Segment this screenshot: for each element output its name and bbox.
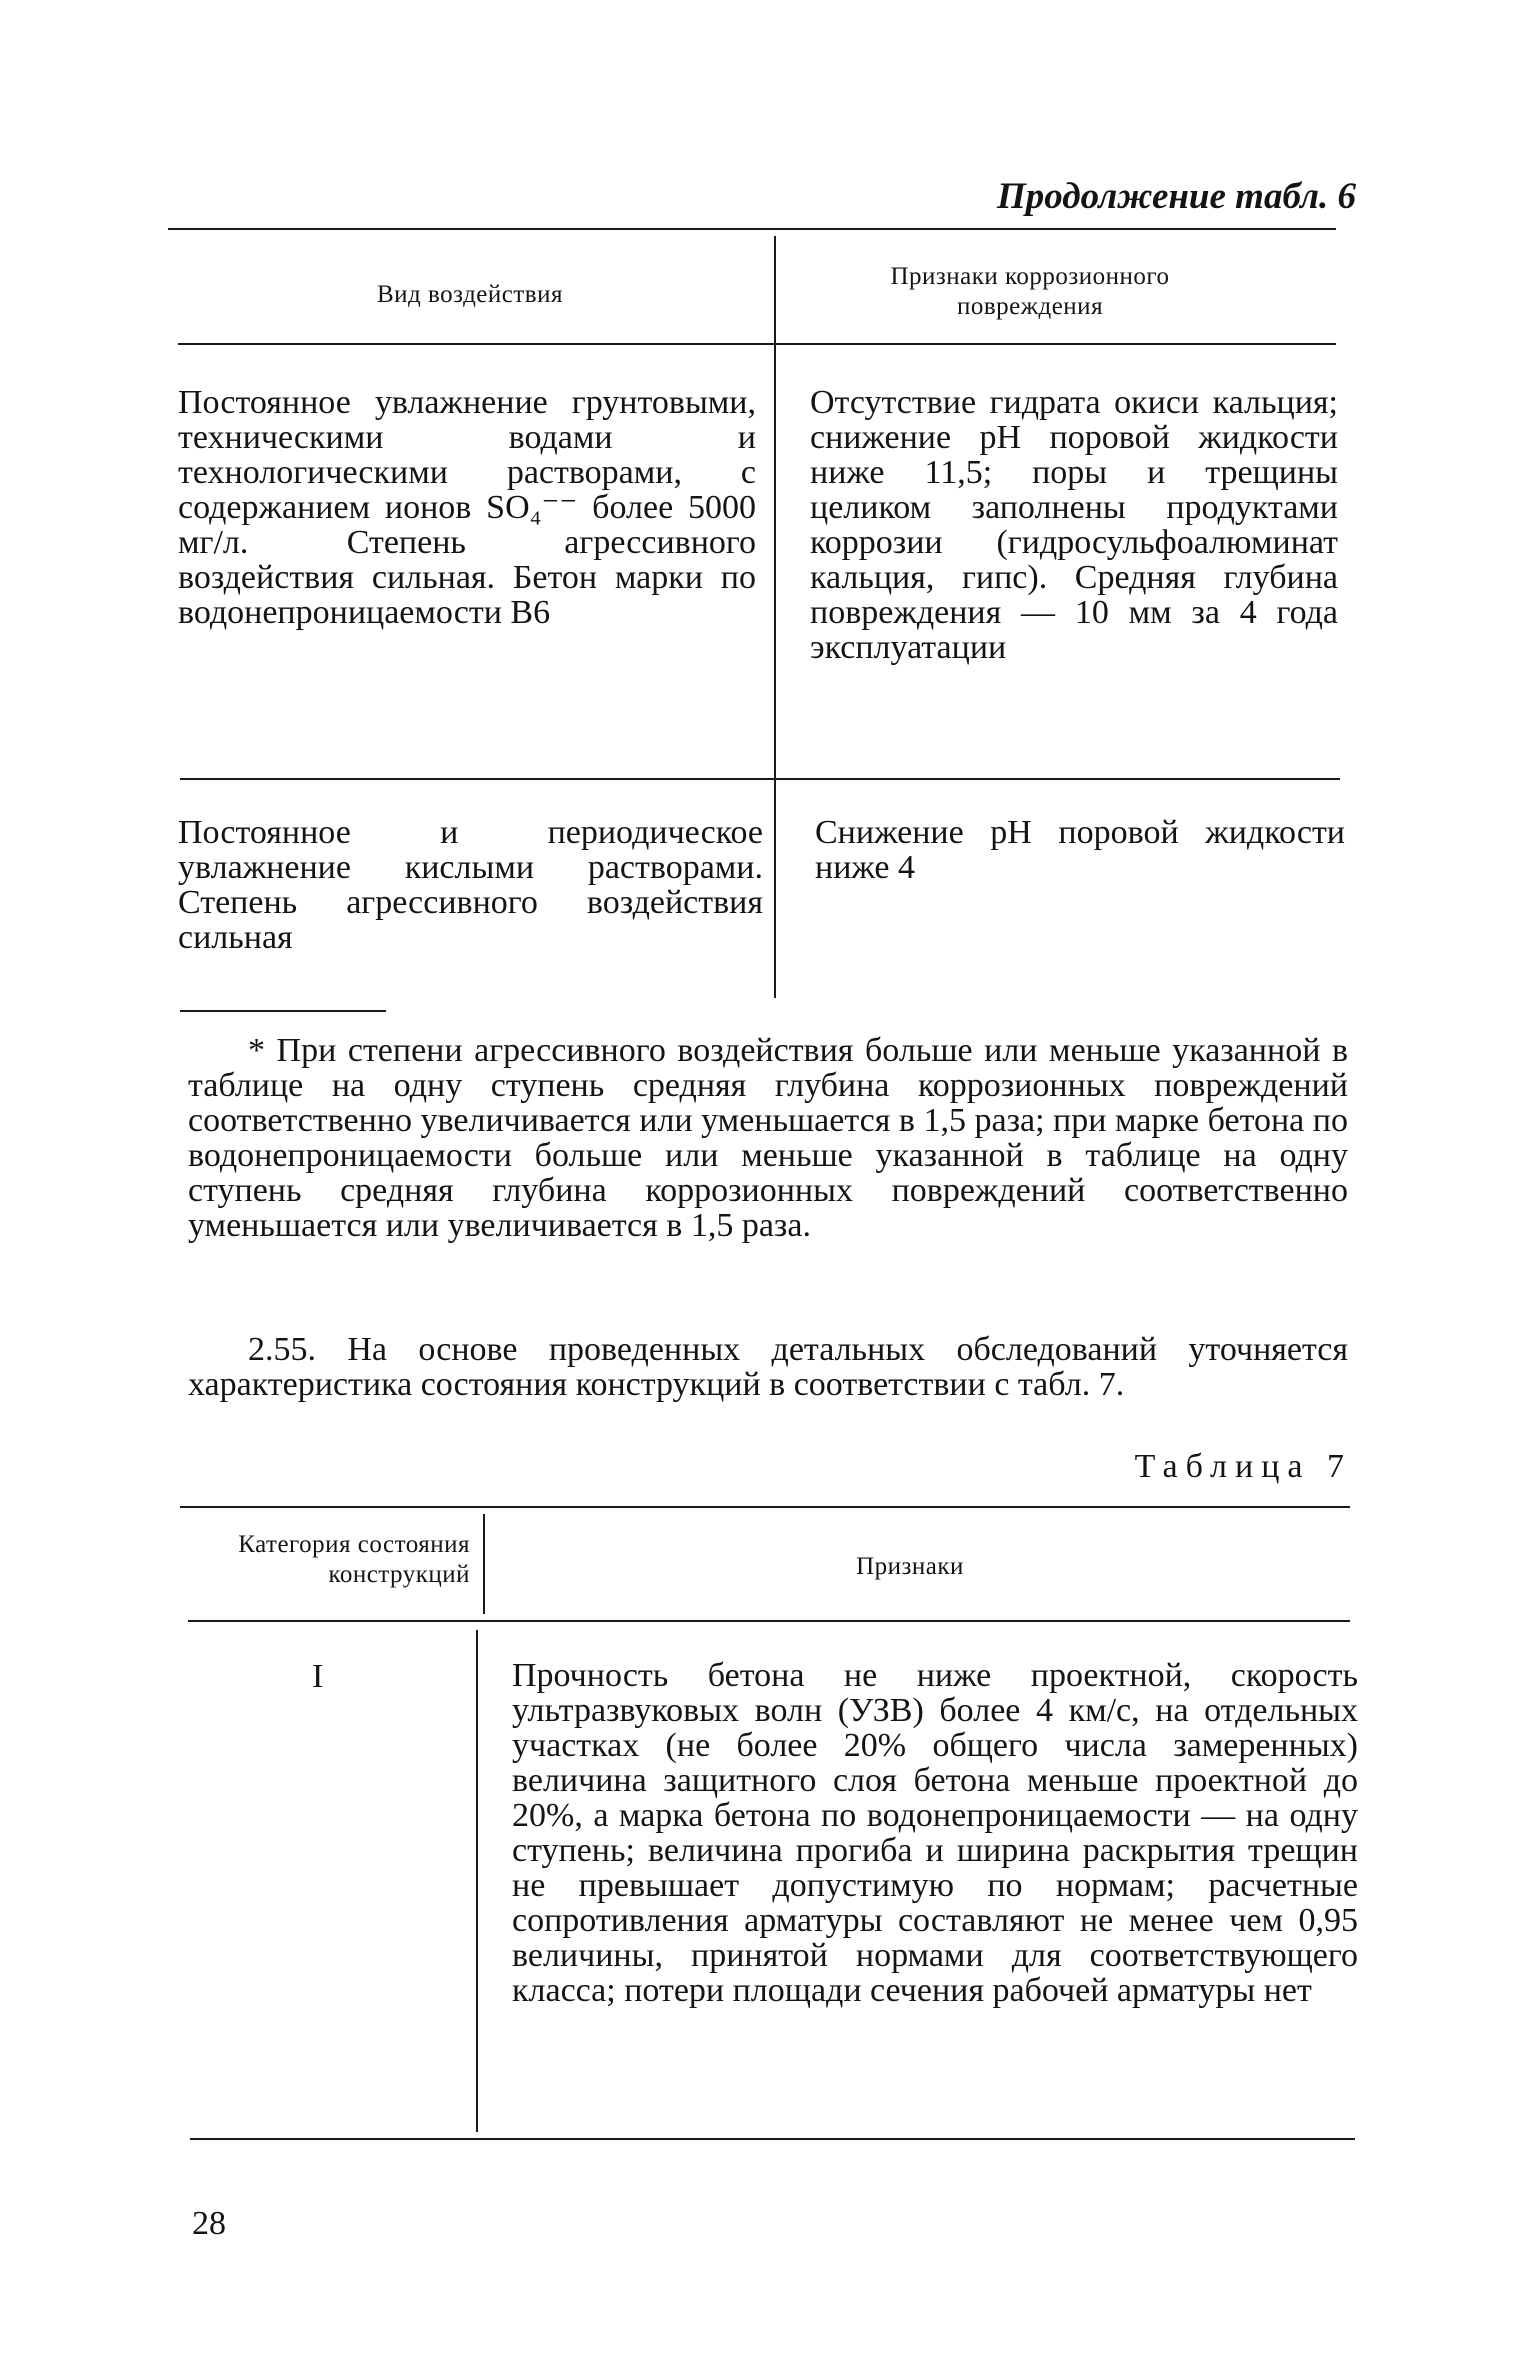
table7-title: Таблица 7 bbox=[1134, 1448, 1352, 1485]
table7-header-divider bbox=[483, 1514, 485, 1614]
table7-top-rule bbox=[180, 1506, 1350, 1508]
table6-row2-signs: Снижение pH поровой жидкости ниже 4 bbox=[815, 814, 1345, 886]
paragraph-2-55: 2.55. На основе проведенных детальных обследований уточняется характеристика состояния конструкций в соответствии с табл. 7. bbox=[188, 1331, 1348, 1403]
table6-header-impact: Вид воздействия bbox=[377, 281, 563, 308]
table7-bottom-rule bbox=[190, 2138, 1355, 2140]
table7-row1-signs: Прочность бетона не ниже проектной, скорость ультразвуковых волн (УЗВ) более 4 км/с, на отдельных участках (не более 20% общего числа замеренных) величина защитного слоя бетона меньше проектной до 20%, а марка бетона по водонепроницаемости — на одну ступень; величина прогиба и ширина раскрытия трещин не превышает допустимую по нормам; расчетные сопротивления арматуры составляют не менее чем 0,95 величины, принятой нормами для соответствующего класса; потери площади сечения рабочей арматуры нет bbox=[512, 1657, 1358, 2009]
table6-footnote: * При степени агрессивного воздействия больше или меньше указанной в таблице на одну ступень средняя глубина коррозионных повреждений соответственно увеличивается или уменьшается в 1,5 раза; при марке бетона по водонепроницаемости больше или меньше указанной в таблице на одну ступень средняя глубина коррозионных повреждений соответственно уменьшается или увеличивается в 1,5 раза. bbox=[188, 1032, 1348, 1244]
table7-row1-category: I bbox=[312, 1658, 324, 1695]
table6-row1-signs: Отсутствие гидрата окиси кальция; снижение pH поровой жидкости ниже 11,5; поры и трещины целиком заполнены продуктами коррозии (гидросульфоалюминат кальция, гипс). Средняя глубина повреждения — 10 мм за 4 года эксплуатации bbox=[810, 384, 1338, 666]
table6-header-rule bbox=[178, 343, 1336, 345]
page-number: 28 bbox=[192, 2205, 226, 2242]
footnote-separator bbox=[180, 1010, 386, 1012]
table6-top-rule bbox=[168, 228, 1336, 230]
table6-header-signs: Признаки коррозионного повреждения bbox=[890, 263, 1170, 320]
table7-header-signs: Признаки bbox=[856, 1553, 964, 1580]
table6-row2-impact: Постоянное и периодическое увлажнение кислыми растворами. Степень агрессивного воздействия сильная bbox=[178, 814, 763, 956]
table7-column-divider bbox=[476, 1630, 478, 2132]
table6-row1-impact: Постоянное увлажнение грунтовыми, техническими водами и технологическими растворами, с содержанием ионов SO₄⁻⁻ более 5000 мг/л. Степень агрессивного воздействия сильная. Бетон марки по водонепроницаемости В6 bbox=[178, 384, 756, 631]
table7-header-category: Категория состояния конструкций bbox=[238, 1531, 470, 1588]
table6-row-rule bbox=[180, 778, 1340, 780]
table-continuation-title: Продолжение табл. 6 bbox=[997, 176, 1356, 217]
table6-column-divider bbox=[774, 236, 776, 998]
table7-header-rule bbox=[188, 1620, 1350, 1622]
